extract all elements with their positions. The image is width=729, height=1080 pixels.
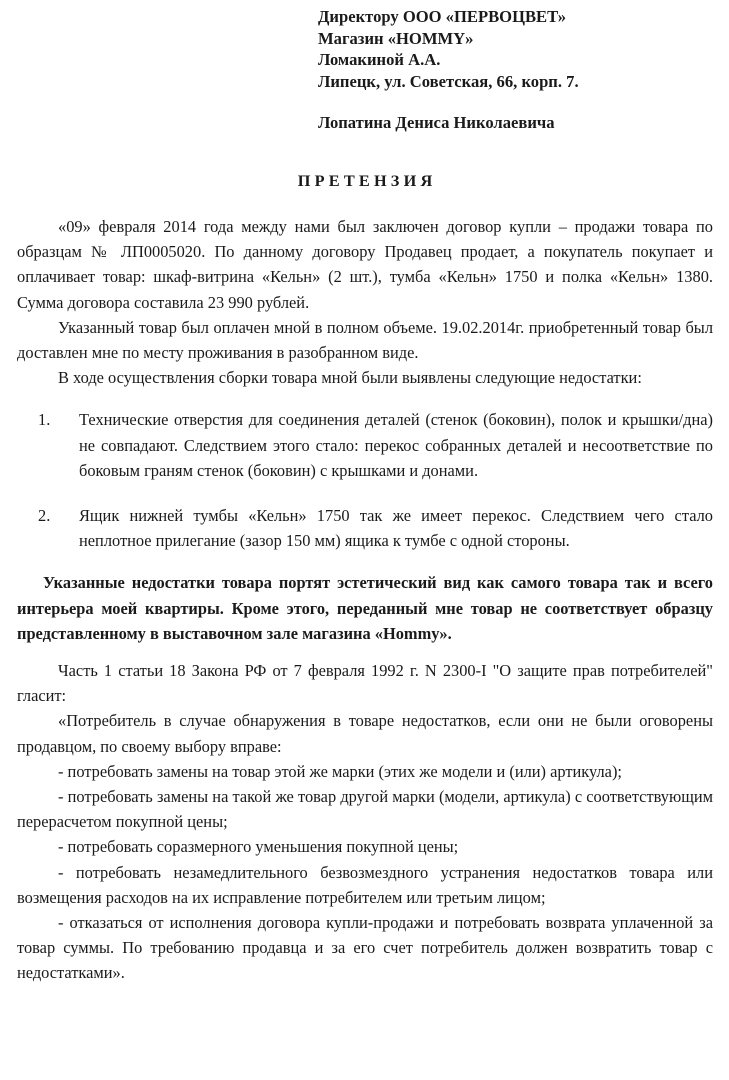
defects-list (17, 407, 713, 553)
addressee-line-address: Липецк, ул. Советская, 66, корп. 7. (318, 71, 579, 91)
statute-option: - отказаться от исполнения договора купли-продажи и потребовать возврата уплаченной за товар суммы. По требованию продавца и за его счет потребитель должен возвратить товар с недостатками». (17, 913, 713, 983)
statute-reference: Часть 1 статьи 18 Закона РФ от 7 февраля 1992 г. N 2300-I "О защите прав потребителей" гласит: (17, 661, 713, 706)
statute-option: - потребовать замены на такой же товар другой марки (модели, артикула) с соответствующим перерасчетом покупной цены; (17, 787, 713, 832)
statute-option: - потребовать замены на товар этой же марки (этих же модели и (или) артикула); (58, 761, 622, 781)
list-item-marker: 2. (38, 505, 51, 525)
page-title: ПРЕТЕНЗИЯ (297, 170, 437, 190)
list-item (17, 503, 713, 554)
list-item-text: Технические отверстия для соединения деталей (стенок (боковин), полок и крышки/дна) не совпадают. Следствием этого стало: перекос собранных деталей и несоответствие по боковым граням стенок (боковин) с крышками и донами. (79, 410, 713, 481)
statute-quote-opening: «Потребитель в случае обнаружения в товаре недостатков, если они не были оговорены продавцом, по своему выбору вправе: (17, 711, 713, 756)
list-item (17, 407, 713, 483)
conclusion-paragraph: Указанные недостатки товара портят эстетический вид как самого товара так и всего интерьера моей квартиры. Кроме этого, переданный мне товар не соответствует образцу представленному в выставочном зале магазина «Hommy». (17, 573, 713, 643)
statute-option: - потребовать незамедлительного безвозмездного устранения недостатков товара или возмещения расходов на их исправление потребителем или третьим лицом; (17, 862, 713, 907)
addressee-line-name: Ломакиной А.А. (318, 50, 441, 70)
spacer (17, 646, 713, 658)
document-body (17, 214, 713, 986)
document-sheet (17, 0, 713, 986)
intro-paragraph-contract: «09» февраля 2014 года между нами был заключен договор купли – продажи товара по образцам № ЛП0005020. По данному договору Продавец продает, а покупатель покупает и оплачивает товар: шкаф-витрина «Кельн» (2 шт.), тумба «Кельн» 1750 и полка «Кельн» 1380. Сумма договора составила 23 990 рублей. (17, 216, 713, 312)
intro-paragraph-defects-lead: В ходе осуществления сборки товара мной были выявлены следующие недостатки: (58, 368, 642, 388)
list-item-marker: 1. (38, 410, 51, 430)
addressee-line-store: Магазин «HOMMY» (318, 28, 474, 48)
intro-paragraph-payment: Указанный товар был оплачен мной в полном объеме. 19.02.2014г. приобретенный товар был доставлен мне по месту проживания в разобранном виде. (17, 317, 713, 362)
list-item-text: Ящик нижней тумбы «Кельн» 1750 так же имеет перекос. Следствием чего стало неплотное прилегание (зазор 150 мм) ящика к тумбе с одной стороны. (79, 505, 713, 551)
statute-block (17, 658, 713, 986)
spacer (17, 553, 713, 570)
addressee-line-director: Директору ООО «ПЕРВОЦВЕТ» (318, 7, 567, 26)
addressee-block (318, 0, 713, 92)
spacer (17, 390, 713, 407)
statute-option: - потребовать соразмерного уменьшения покупной цены; (58, 837, 459, 857)
sender-name: Лопатина Дениса Николаевича (318, 113, 555, 133)
